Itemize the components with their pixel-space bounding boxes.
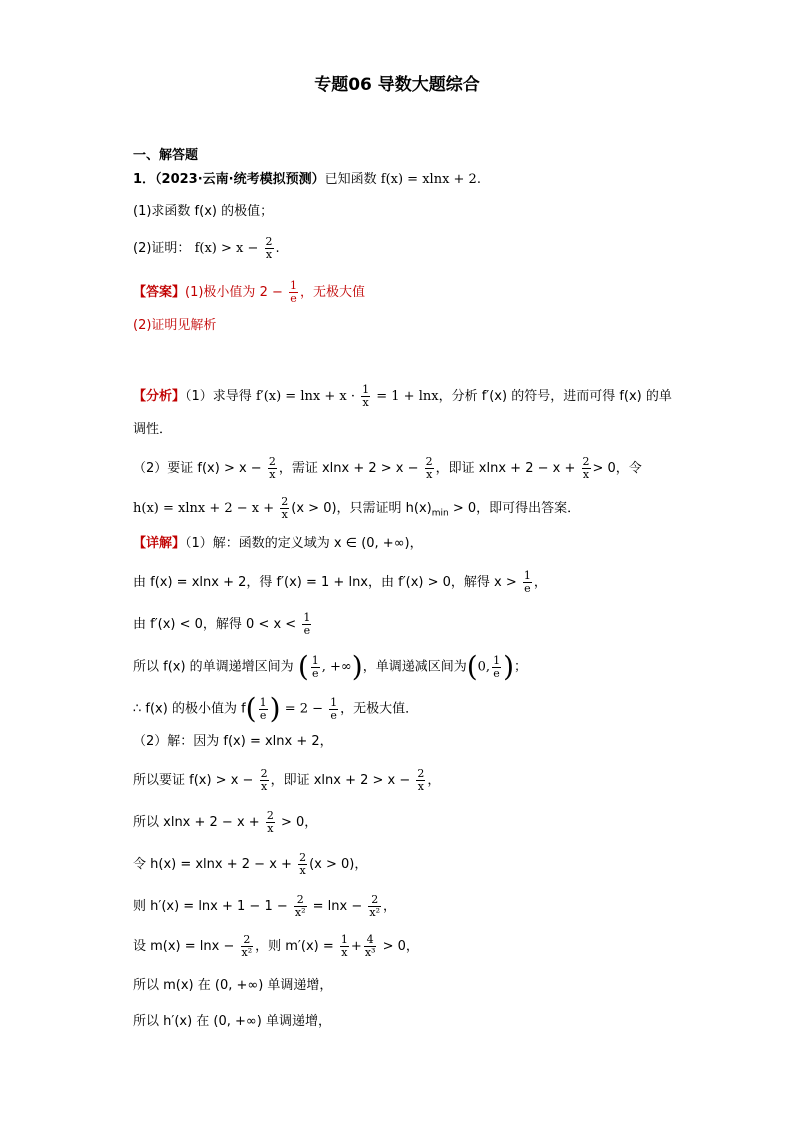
question-source: （2023·云南·统考模拟预测） [155,172,325,187]
analysis-line-3 [133,456,642,481]
analysis-line-1 [133,384,672,409]
analysis-text: （1）求导得 [185,389,252,404]
frac-den: x [426,468,433,481]
detail-text: > 0， [382,939,419,954]
frac-den: x [417,780,424,793]
detail-line-11 [133,934,419,959]
answer-tag: 【答案】 [133,285,186,300]
frac-num: 2 [268,455,276,468]
detail-line-10 [133,894,396,919]
detail-text: 由 f(x) = xlnx + 2，得 f′(x) = 1 + lnx，由 f′(x) > 0，解得 x > [133,575,517,590]
detail-expr: = 2 − [284,701,324,717]
fraction-2-over-x [425,456,434,481]
frac-den: x [341,946,348,959]
analysis-line-4 [133,496,580,524]
question-stem-expr: f(x) = xlnx + 2 [380,172,477,187]
fraction-1-over-x [361,384,370,409]
detail-line-7 [133,768,440,793]
left-paren: ( [466,650,478,683]
detail-text: 设 m(x) = lnx − [133,939,235,954]
frac-den: x [362,396,369,409]
detail-expr: 0, [477,659,491,675]
detail-tag: 【详解】 [133,536,186,551]
frac-den: x³ [364,946,376,959]
frac-den: e [259,708,267,722]
fraction-2-over-x-squared [294,894,307,919]
left-paren: ( [245,692,257,725]
analysis-tag: 【分析】 [133,389,186,404]
section-heading: 一、解答题 [133,148,199,163]
detail-text: 则 h′(x) = lnx + 1 − 1 − [133,899,288,914]
analysis-text: ，即证 xlnx + 2 − x + [435,461,576,476]
left-paren: ( [297,650,309,683]
frac-num: 1 [330,695,338,709]
subscript-min: min [431,508,449,519]
detail-text: ，无极大值． [340,701,419,717]
fraction-2-over-x-squared [241,934,254,959]
detail-line-8 [133,810,317,835]
detail-expr: , +∞ [321,659,352,675]
detail-text: ∴ f(x) 的极小值为 f [133,701,246,717]
analysis-expr: h(x) = xlnx + 2 − x + [133,501,275,516]
analysis-expr: = 1 + lnx [376,389,439,404]
detail-text: 由 f′(x) < 0，解得 0 < x < [133,617,297,632]
frac-num: 1 [303,611,311,624]
frac-den: e [312,666,319,680]
stem-end: . [476,172,481,187]
frac-den: x [260,780,268,793]
analysis-text: （2）要证 f(x) > x − [133,461,262,476]
fraction-1-over-e [329,697,338,722]
frac-num: 2 [417,767,425,780]
frac-num: 1 [340,933,348,946]
detail-text: ，即证 xlnx + 2 > x − [270,773,411,788]
fraction-2-over-x [266,810,275,835]
frac-num: 1 [523,569,531,582]
question-1 [133,170,481,190]
frac-num: 2 [294,894,307,907]
fraction-1-over-e [523,570,532,595]
frac-num: 1 [362,383,370,396]
analysis-text: > 0，即可得出答案． [452,501,581,516]
detail-text: ，单调递减区间为 [362,659,467,675]
analysis-text: ，需证 xlnx + 2 > x − [278,461,419,476]
frac-den: x [582,468,590,481]
fraction-2-over-x [298,852,307,877]
part2-prefix: (2)证明： [133,241,191,256]
right-paren: ) [351,650,363,683]
frac-den: e [493,666,500,680]
detail-text: 令 h(x) = xlnx + 2 − x + [133,857,292,872]
detail-text: 所以要证 f(x) > x − [133,773,254,788]
detail-text: （1）解：函数的定义域为 x ∈ (0, +∞)， [185,536,423,551]
detail-line-1 [133,534,423,554]
frac-num: 2 [582,455,590,468]
frac-num: 2 [368,894,381,907]
detail-text: (x > 0)， [309,857,368,872]
frac-num: 2 [299,851,307,864]
analysis-text: ，分析 f′(x) 的符号，进而可得 f(x) 的单 [438,389,672,404]
frac-num: 1 [259,695,267,709]
frac-den: e [290,292,297,305]
frac-den: x [267,822,274,835]
question-stem: 已知函数 [324,172,377,187]
frac-den: e [330,708,337,722]
detail-text: 所以 f(x) 的单调递增区间为 [133,659,294,675]
fraction-2-over-x [260,768,269,793]
fraction-2-over-x [416,768,425,793]
fraction-2-over-x-squared [368,894,381,919]
frac-num: 2 [260,767,268,780]
question-number: 1． [133,172,156,187]
part2-end: . [275,241,280,256]
frac-den: x [281,508,288,521]
fraction-1-over-e [302,612,311,637]
analysis-text: > 0，令 [592,461,642,476]
detail-text: ， [427,773,441,788]
detail-expr: + [350,939,362,954]
analysis-expr: f′(x) = lnx + x · [255,389,355,404]
detail-text: ，则 m′(x) = [255,939,334,954]
frac-num: 2 [265,235,273,248]
frac-den: x² [369,906,381,919]
detail-text: = lnx − [312,899,363,914]
fraction-1-over-e [289,280,298,305]
frac-num: 2 [425,455,433,468]
right-paren: ) [503,650,514,683]
frac-den: x² [241,946,253,959]
detail-text: ， [383,899,397,914]
analysis-text: (x > 0)，只需证明 h(x) [291,501,432,516]
detail-line-12: 所以 m(x) 在 (0, +∞) 单调递增， [133,978,333,993]
frac-num: 1 [311,653,319,667]
frac-num: 2 [266,809,274,822]
right-paren: ) [269,692,281,725]
fraction-1-over-e [311,655,320,680]
detail-line-2 [133,570,547,595]
frac-den: x [269,468,276,481]
frac-num: 2 [241,934,254,947]
part2-expr: f(x) > x − [194,241,259,256]
frac-den: x [299,864,306,877]
frac-num: 4 [364,934,377,947]
detail-text: ； [514,659,528,675]
answer-line-1 [133,280,365,305]
frac-den: x [265,248,273,261]
detail-line-13: 所以 h′(x) 在 (0, +∞) 单调递增， [133,1014,331,1029]
fraction-2-over-x [582,456,591,481]
analysis-line-2: 调性． [133,422,173,437]
fraction-4-over-x-cubed [364,934,377,959]
frac-den: x² [294,906,306,919]
detail-text: ， [533,575,547,590]
detail-line-9 [133,852,367,877]
detail-line-6: （2）解：因为 f(x) = xlnx + 2， [133,734,333,749]
question-part-2 [133,236,280,261]
fraction-1-over-e [492,655,501,680]
question-part-1: (1)求函数 f(x) 的极值； [133,204,274,219]
detail-line-3 [133,612,313,637]
frac-den: e [303,624,311,637]
fraction-1-over-e [259,697,268,722]
answer-part1-suffix: ，无极大值 [300,285,366,300]
frac-den: e [524,582,531,595]
frac-num: 1 [493,653,501,667]
frac-num: 1 [290,279,297,292]
frac-num: 2 [281,495,289,508]
detail-text: 所以 xlnx + 2 − x + [133,815,260,830]
detail-line-5 [133,694,418,724]
fraction-1-over-x [340,934,349,959]
answer-line-2: (2)证明见解析 [133,318,217,333]
detail-line-4 [133,652,527,682]
fraction-2-over-x [265,236,274,261]
answer-part1-prefix: (1)极小值为 2 − [185,285,283,300]
fraction-2-over-x [280,496,289,521]
fraction-2-over-x [268,456,277,481]
detail-text: > 0， [280,815,318,830]
page-title: 专题06 导数大题综合 [314,75,480,95]
